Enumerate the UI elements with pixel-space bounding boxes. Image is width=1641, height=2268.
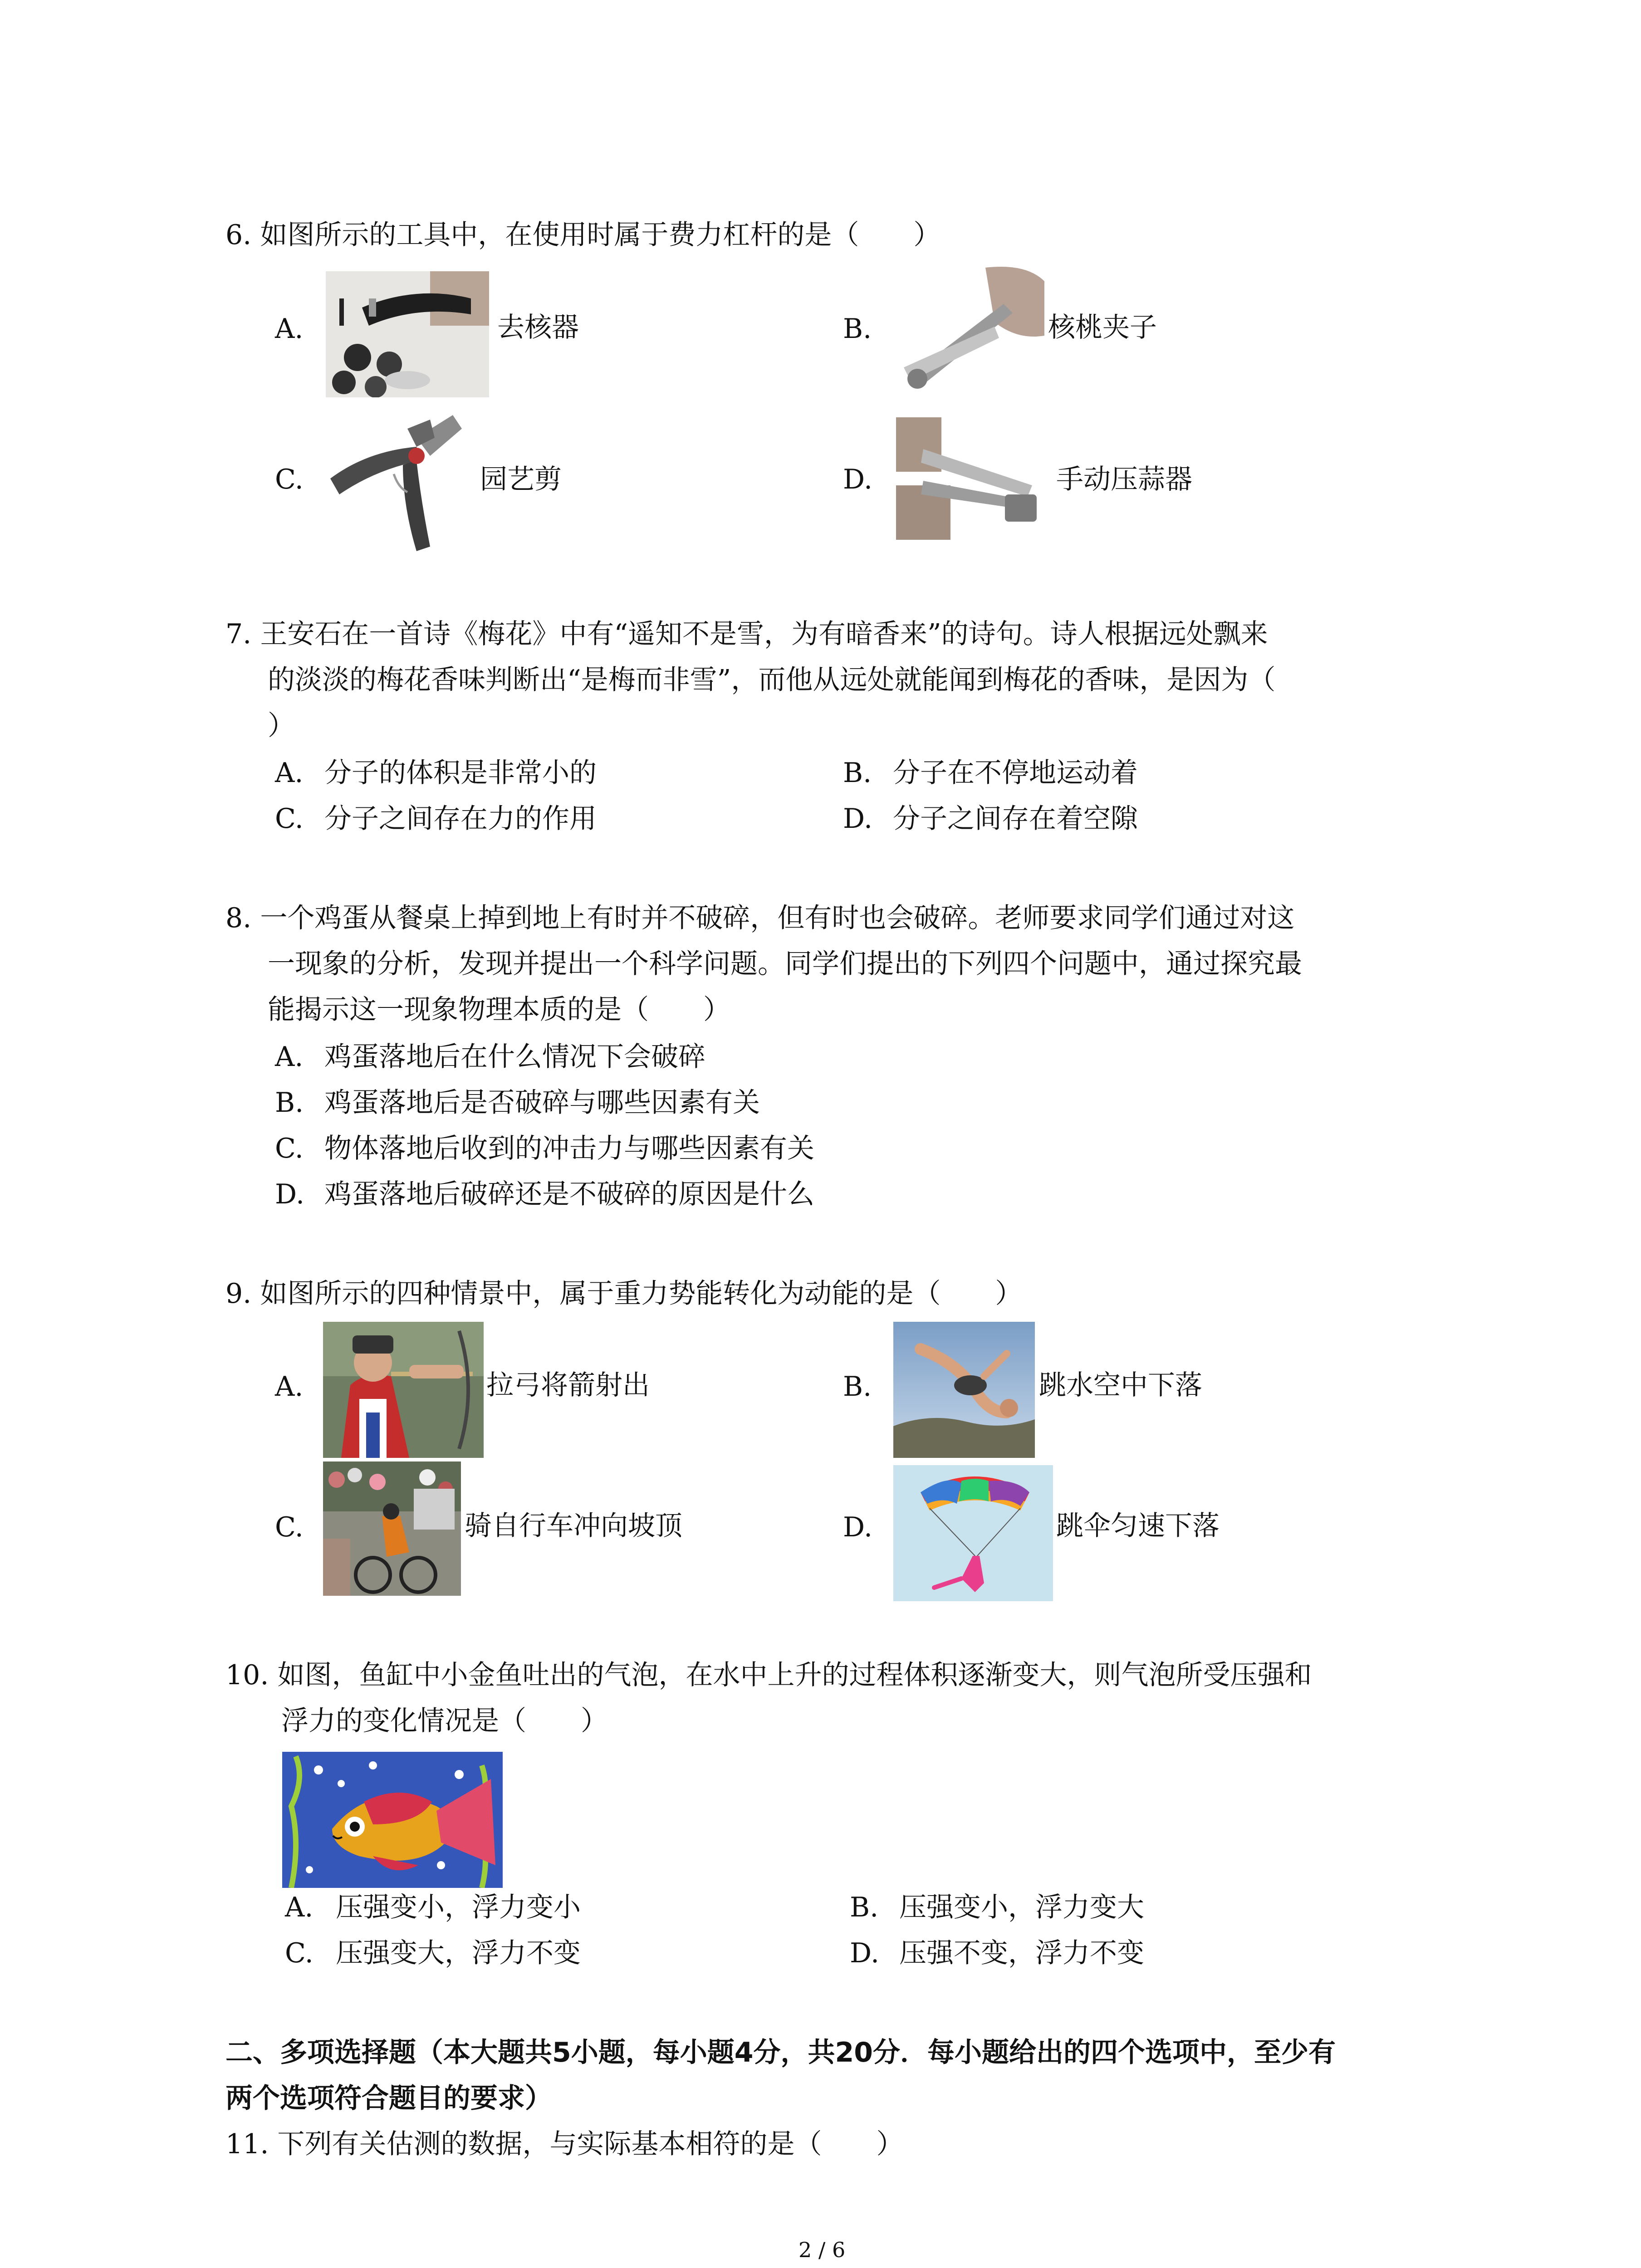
q8-stem-line-2: 一现象的分析，发现并提出一个科学问题。同学们提出的下列四个问题中，通过探究最 (268, 948, 1302, 980)
q8-option-a-letter: A. (275, 1041, 304, 1073)
q9-option-b-letter: B. (843, 1371, 872, 1403)
q8-stem-line-3: 能揭示这一现象物理本质的是（ ） (268, 994, 730, 1026)
q8-option-c-letter: C. (275, 1133, 304, 1164)
q9-stem: 9. 如图所示的四种情景中，属于重力势能转化为动能的是（ ） (225, 1278, 1023, 1310)
q9-diver-photo (893, 1322, 1035, 1458)
q6-option-a-label: 去核器 (497, 312, 579, 343)
q9-option-b-label: 跳水空中下落 (1039, 1369, 1202, 1401)
q10-option-b-letter: B. (850, 1892, 879, 1923)
q6-pitter-photo (326, 271, 489, 397)
section2-heading-line-2: 两个选项符合题目的要求） (225, 2082, 552, 2114)
q9-archer-photo (323, 1322, 484, 1458)
q10-stem-line-1: 10. 如图，鱼缸中小金鱼吐出的气泡，在水中上升的过程体积逐渐变大，则气泡所受压强和 (225, 1659, 1312, 1691)
q7-stem-line-3: ） (268, 710, 295, 742)
q9-option-a-letter: A. (275, 1371, 304, 1403)
q6-option-d-letter: D. (843, 464, 873, 495)
q6-option-c-label: 园艺剪 (480, 464, 562, 495)
q8-option-a-label: 鸡蛋落地后在什么情况下会破碎 (324, 1041, 705, 1073)
q10-goldfish-drawing (282, 1752, 503, 1888)
q8-stem-line-1: 8. 一个鸡蛋从餐桌上掉到地上有时并不破碎，但有时也会破碎。老师要求同学们通过对这 (225, 902, 1295, 934)
q7-option-a-label: 分子的体积是非常小的 (324, 757, 597, 789)
q10-option-c-letter: C. (285, 1937, 314, 1969)
q9-option-c-letter: C. (275, 1511, 304, 1543)
q8-option-c-label: 物体落地后收到的冲击力与哪些因素有关 (324, 1133, 814, 1164)
page-number: 2 / 6 (798, 2238, 846, 2262)
q6-option-a-letter: A. (275, 313, 304, 345)
q10-option-b-label: 压强变小，浮力变大 (899, 1892, 1144, 1923)
q8-option-d-label: 鸡蛋落地后破碎还是不破碎的原因是什么 (324, 1178, 814, 1210)
q7-option-d-label: 分子之间存在着空隙 (893, 803, 1138, 835)
q6-stem: 6. 如图所示的工具中，在使用时属于费力杠杆的是（ ） (225, 219, 941, 251)
q7-stem-line-2: 的淡淡的梅花香味判断出“是梅而非雪”，而他从远处就能闻到梅花的香味，是因为（ (268, 664, 1276, 696)
q6-garlic-press-photo (896, 417, 1052, 552)
q6-pruner-photo (326, 411, 474, 555)
q6-option-b-letter: B. (843, 313, 872, 345)
q11-stem: 11. 下列有关估测的数据，与实际基本相符的是（ ） (225, 2128, 904, 2160)
q10-option-a-letter: A. (285, 1892, 314, 1923)
q10-option-d-letter: D. (850, 1937, 880, 1969)
q9-option-d-label: 跳伞匀速下落 (1056, 1510, 1220, 1542)
q7-option-a-letter: A. (275, 757, 304, 789)
q6-nutcracker-photo (890, 263, 1044, 405)
section2-heading-line-1: 二、多项选择题（本大题共5小题，每小题4分，共20分．每小题给出的四个选项中，至少有 (225, 2037, 1336, 2068)
q9-cyclist-photo (323, 1461, 461, 1596)
q9-parachute-photo (893, 1465, 1053, 1601)
q10-stem-line-2: 浮力的变化情况是（ ） (281, 1705, 608, 1737)
q9-option-a-label: 拉弓将箭射出 (486, 1369, 650, 1401)
q8-option-d-letter: D. (275, 1178, 305, 1210)
q6-option-b-label: 核桃夹子 (1048, 312, 1157, 343)
q10-option-c-label: 压强变大，浮力不变 (336, 1937, 581, 1969)
q9-option-d-letter: D. (843, 1511, 873, 1543)
q10-option-d-label: 压强不变，浮力不变 (899, 1937, 1144, 1969)
q7-option-d-letter: D. (843, 803, 873, 835)
q7-stem-line-1: 7. 王安石在一首诗《梅花》中有“遥知不是雪，为有暗香来”的诗句。诗人根据远处飘来 (225, 618, 1268, 650)
q10-option-a-label: 压强变小，浮力变小 (336, 1892, 581, 1923)
q7-option-c-label: 分子之间存在力的作用 (324, 803, 597, 835)
q6-option-d-label: 手动压蒜器 (1056, 464, 1192, 495)
q6-option-c-letter: C. (275, 464, 304, 495)
q8-option-b-letter: B. (275, 1087, 304, 1119)
q7-option-b-letter: B. (843, 757, 872, 789)
q8-option-b-label: 鸡蛋落地后是否破碎与哪些因素有关 (324, 1087, 760, 1119)
q7-option-b-label: 分子在不停地运动着 (893, 757, 1138, 789)
q9-option-c-label: 骑自行车冲向坡顶 (465, 1510, 682, 1542)
q7-option-c-letter: C. (275, 803, 304, 835)
